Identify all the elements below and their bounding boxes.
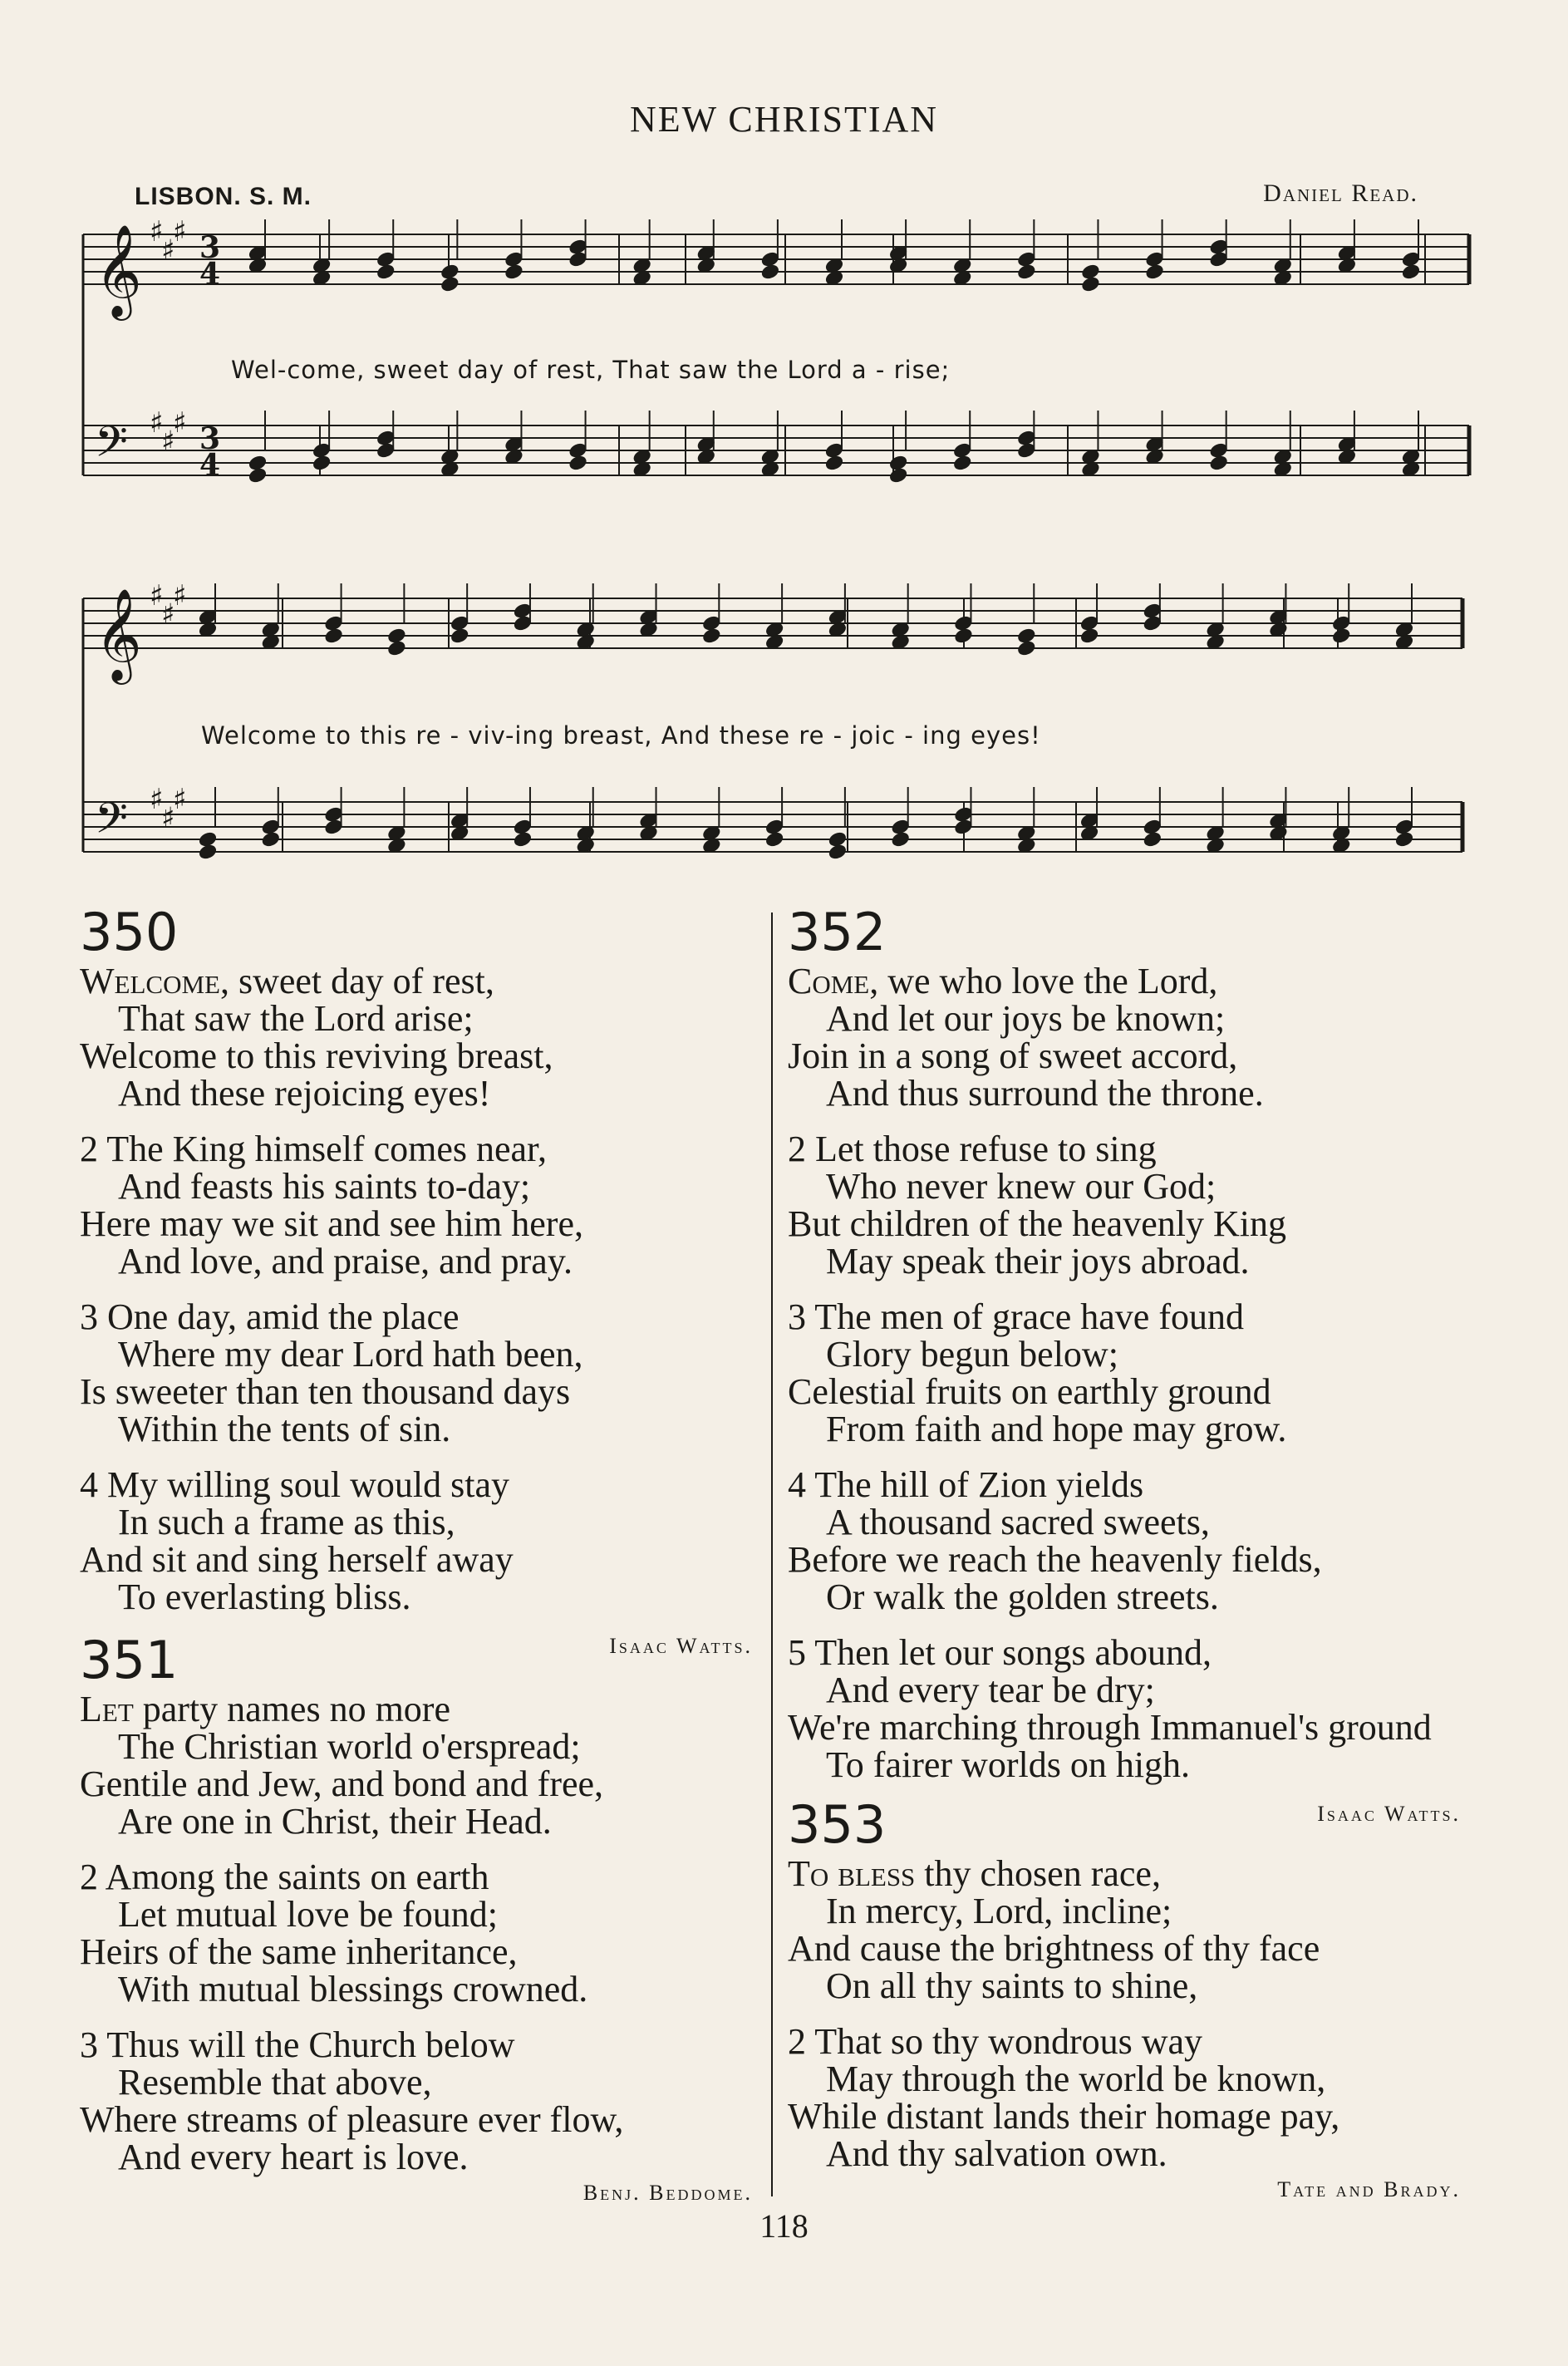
note-head [568, 454, 588, 471]
verse-line [788, 2023, 1469, 2060]
verse-text: 2 That so thy wondrous way [788, 2021, 1203, 2062]
verse-line [788, 1746, 1469, 1783]
verse-text: And thus surround the throne. [826, 1073, 1264, 1114]
verse-line [80, 1728, 761, 1765]
note-head [1145, 263, 1165, 280]
verse-line [788, 1892, 1469, 1930]
verse-text: 5 Then let our songs abound, [788, 1632, 1212, 1673]
verse-line [788, 2098, 1469, 2135]
sharp-icon: ♯ [173, 579, 187, 612]
verse-text: Gentile and Jew, and bond and free, [80, 1763, 604, 1804]
verse-text: Or walk the golden streets. [826, 1577, 1219, 1617]
lyrics-line-2: Welcome to this re - viv-ing breast, And these re - joic - ing eyes! [201, 721, 1041, 750]
hymn-number: 352 [788, 902, 887, 962]
verse-text: we who love the Lord, [878, 961, 1218, 1001]
verse-text: And every heart is love. [118, 2137, 469, 2177]
verse-text: While distant lands their homage pay, [788, 2096, 1340, 2137]
verse-text: Glory begun below; [826, 1334, 1118, 1375]
note-head [440, 275, 460, 293]
stanza [788, 1130, 1469, 1280]
verse-text: And every tear be dry; [826, 1670, 1155, 1710]
verse-text: And these rejoicing eyes! [118, 1073, 491, 1114]
verse-line [80, 1970, 761, 2008]
verse-text: But children of the heavenly King [788, 1203, 1286, 1244]
sharp-icon: ♯ [150, 579, 164, 612]
first-word: Welcome, [80, 961, 229, 1001]
note-head [1209, 454, 1229, 471]
hymn-author: Isaac Watts. [1317, 1802, 1461, 1826]
note-head [312, 454, 332, 471]
verse-line [788, 1335, 1469, 1373]
stanza [80, 1298, 761, 1448]
verse-text: Are one in Christ, their Head. [118, 1801, 552, 1842]
verse-line [80, 1503, 761, 1541]
verse-text: sweet day of rest, [229, 961, 494, 1001]
verse-line [788, 1242, 1469, 1280]
stanza [80, 1130, 761, 1280]
sharp-icon: ♯ [161, 801, 175, 835]
verse-text: That saw the Lord arise; [118, 998, 474, 1039]
note-head [764, 830, 784, 848]
verse-text: On all thy saints to shine, [826, 1965, 1198, 2006]
sharp-icon: ♯ [173, 406, 187, 440]
note-head [386, 639, 406, 657]
hymn-352 [788, 902, 1469, 1827]
verse-text: Where my dear Lord hath been, [118, 1334, 583, 1375]
verse-text: 3 The men of grace have found [788, 1296, 1244, 1337]
verse-line [80, 1765, 761, 1803]
composer-name: Daniel Read. [1263, 180, 1418, 207]
note-head [1143, 830, 1162, 848]
sharp-icon: ♯ [173, 215, 187, 248]
hymn-353 [788, 1794, 1469, 2202]
verse-text: Heirs of the same inheritance, [80, 1931, 518, 1972]
verse-text: Here may we sit and see him here, [80, 1203, 583, 1244]
verse-text: Celestial fruits on earthly ground [788, 1371, 1271, 1412]
note-head [952, 454, 972, 471]
hymn-number: 350 [80, 902, 179, 962]
verse-line [788, 1930, 1469, 1967]
note-head [760, 263, 780, 280]
stanza [80, 1690, 761, 1840]
verse-line [80, 1466, 761, 1503]
stanza [80, 2026, 761, 2176]
hymn-author: Isaac Watts. [609, 1634, 753, 1658]
page-header: NEW CHRISTIAN [629, 99, 939, 140]
hymn-number: 353 [788, 1794, 887, 1855]
verse-text: 3 Thus will the Church below [80, 2024, 515, 2065]
verse-line [788, 1503, 1469, 1541]
verse-text: Resemble that above, [118, 2062, 432, 2103]
hymn-350 [80, 902, 761, 1659]
verse-text: To fairer worlds on high. [826, 1744, 1191, 1785]
time-signature: 4 [199, 448, 221, 483]
sharp-icon: ♯ [150, 406, 164, 440]
verse-line [788, 1168, 1469, 1205]
verse-text: And cause the brightness of thy face [788, 1928, 1320, 1969]
treble-clef-icon: 𝄞 [95, 224, 142, 317]
verse-line [788, 2060, 1469, 2098]
verse-text: Where streams of pleasure ever flow, [80, 2099, 624, 2140]
note-head [198, 843, 218, 860]
verse-line [788, 1130, 1469, 1168]
note-head [504, 263, 523, 280]
first-word: To bless [788, 1853, 916, 1894]
sharp-icon: ♯ [173, 783, 187, 816]
verse-text: And feasts his saints to-day; [118, 1166, 531, 1207]
verse-text: And thy salvation own. [826, 2133, 1167, 2174]
note-head [1401, 263, 1421, 280]
verse-line [80, 1803, 761, 1840]
verse-line [788, 1373, 1469, 1410]
verse-line [788, 1410, 1469, 1448]
verse-line [788, 1578, 1469, 1616]
verse-line [80, 1858, 761, 1896]
verse-line [80, 1205, 761, 1242]
verse-line [80, 1690, 761, 1728]
music-score [0, 0, 1568, 914]
verse-text: From faith and hope may grow. [826, 1409, 1287, 1449]
note-head [1394, 830, 1414, 848]
note-head [888, 466, 908, 484]
hymn-351 [80, 1630, 761, 2206]
note-head [513, 830, 533, 848]
first-word: Come, [788, 961, 879, 1001]
note-head [324, 627, 344, 644]
verse-line [788, 1634, 1469, 1671]
stanza [788, 1855, 1469, 2004]
verse-text: In mercy, Lord, incline; [826, 1891, 1172, 1931]
note-head [1080, 275, 1100, 293]
verse-line [788, 2135, 1469, 2172]
verse-line [80, 2138, 761, 2176]
note-head [1016, 639, 1036, 657]
verse-text: Who never knew our God; [826, 1166, 1217, 1207]
verse-line [788, 1541, 1469, 1578]
verse-line [788, 1671, 1469, 1709]
verse-text: thy chosen race, [915, 1853, 1161, 1894]
verse-text: 3 One day, amid the place [80, 1296, 460, 1337]
verse-text: Let mutual love be found; [118, 1894, 498, 1935]
verse-line [80, 2063, 761, 2101]
verse-line [80, 1896, 761, 1933]
bass-clef-icon: 𝄢 [95, 793, 128, 853]
verse-line [80, 1373, 761, 1410]
verse-text: The Christian world o'erspread; [118, 1726, 581, 1767]
note-head [248, 466, 268, 484]
verse-text: A thousand sacred sweets, [826, 1502, 1210, 1542]
verse-line [80, 1933, 761, 1970]
verse-line [788, 1000, 1469, 1037]
hymn-number: 351 [80, 1630, 179, 1690]
verse-text: Before we reach the heavenly fields, [788, 1539, 1322, 1580]
verse-line [788, 1075, 1469, 1112]
note-head [1016, 263, 1036, 280]
stanza [788, 962, 1469, 1112]
verse-line [80, 2026, 761, 2063]
bass-clef-icon: 𝄢 [95, 416, 128, 477]
column-divider [771, 912, 773, 2196]
verse-text: Is sweeter than ten thousand days [80, 1371, 571, 1412]
verse-line [788, 1037, 1469, 1075]
verse-text: Within the tents of sin. [118, 1409, 451, 1449]
note-head [701, 627, 721, 644]
stanza [80, 962, 761, 1112]
verse-line [80, 1075, 761, 1112]
verse-line [80, 1242, 761, 1280]
verse-line [788, 1298, 1469, 1335]
note-head [828, 843, 848, 860]
verse-text: 2 Let those refuse to sing [788, 1129, 1157, 1169]
verse-line [788, 1855, 1469, 1892]
tune-name: LISBON. S. M. [135, 183, 312, 210]
verse-line [80, 1578, 761, 1616]
verse-line [80, 962, 761, 1000]
verse-line [80, 1298, 761, 1335]
verse-text: May through the world be known, [826, 2059, 1326, 2099]
verse-text: Join in a song of sweet accord, [788, 1035, 1238, 1076]
treble-clef-icon: 𝄞 [95, 588, 142, 681]
verse-line [788, 1466, 1469, 1503]
first-word: Let [80, 1689, 134, 1729]
verse-text: 2 The King himself comes near, [80, 1129, 547, 1169]
stanza [788, 1298, 1469, 1448]
verse-text: And love, and praise, and pray. [118, 1241, 573, 1281]
verse-text: 4 The hill of Zion yields [788, 1464, 1144, 1505]
time-signature: 3 [199, 421, 221, 456]
note-head [891, 830, 911, 848]
time-signature: 3 [199, 230, 221, 265]
lyrics-line-1: Wel-come, sweet day of rest, That saw the Lord a - rise; [231, 356, 951, 384]
note-head [824, 454, 844, 471]
verse-line [80, 1000, 761, 1037]
verse-line [80, 1037, 761, 1075]
verse-line [788, 962, 1469, 1000]
sharp-icon: ♯ [150, 783, 164, 816]
sharp-icon: ♯ [161, 598, 175, 632]
verse-text: May speak their joys abroad. [826, 1241, 1250, 1281]
sharp-icon: ♯ [161, 425, 175, 459]
verse-line [80, 1410, 761, 1448]
time-signature: 4 [199, 257, 221, 292]
sharp-icon: ♯ [150, 215, 164, 248]
verse-line [80, 1335, 761, 1373]
verse-text: To everlasting bliss. [118, 1577, 411, 1617]
verse-text: With mutual blessings crowned. [118, 1969, 588, 2009]
verse-line [788, 1709, 1469, 1746]
note-head [953, 627, 973, 644]
note-head [376, 263, 396, 280]
note-head [450, 627, 469, 644]
verse-text: And sit and sing herself away [80, 1539, 514, 1580]
verse-line [80, 2101, 761, 2138]
verse-line [788, 1205, 1469, 1242]
verse-line [788, 1967, 1469, 2004]
stanza [80, 1858, 761, 2008]
note-head [1331, 627, 1351, 644]
verse-text: Welcome to this reviving breast, [80, 1035, 553, 1076]
stanza [788, 1466, 1469, 1616]
stanza [788, 1634, 1469, 1783]
verse-text: party names no more [133, 1689, 450, 1729]
verse-text: In such a frame as this, [118, 1502, 455, 1542]
stanza [80, 1466, 761, 1616]
hymn-author: Benj. Beddome. [582, 2181, 753, 2205]
verse-text: We're marching through Immanuel's ground [788, 1707, 1432, 1748]
verse-line [80, 1130, 761, 1168]
verse-line [80, 1168, 761, 1205]
verse-text: And let our joys be known; [826, 998, 1226, 1039]
verse-text: 2 Among the saints on earth [80, 1857, 489, 1897]
sharp-icon: ♯ [161, 234, 175, 268]
note-head [261, 830, 281, 848]
verse-line [80, 1541, 761, 1578]
verse-text: 4 My willing soul would stay [80, 1464, 510, 1505]
note-head [1079, 627, 1099, 644]
page-number: 118 [759, 2207, 809, 2245]
stanza [788, 2023, 1469, 2172]
hymn-author: Tate and Brady. [1277, 2177, 1461, 2201]
